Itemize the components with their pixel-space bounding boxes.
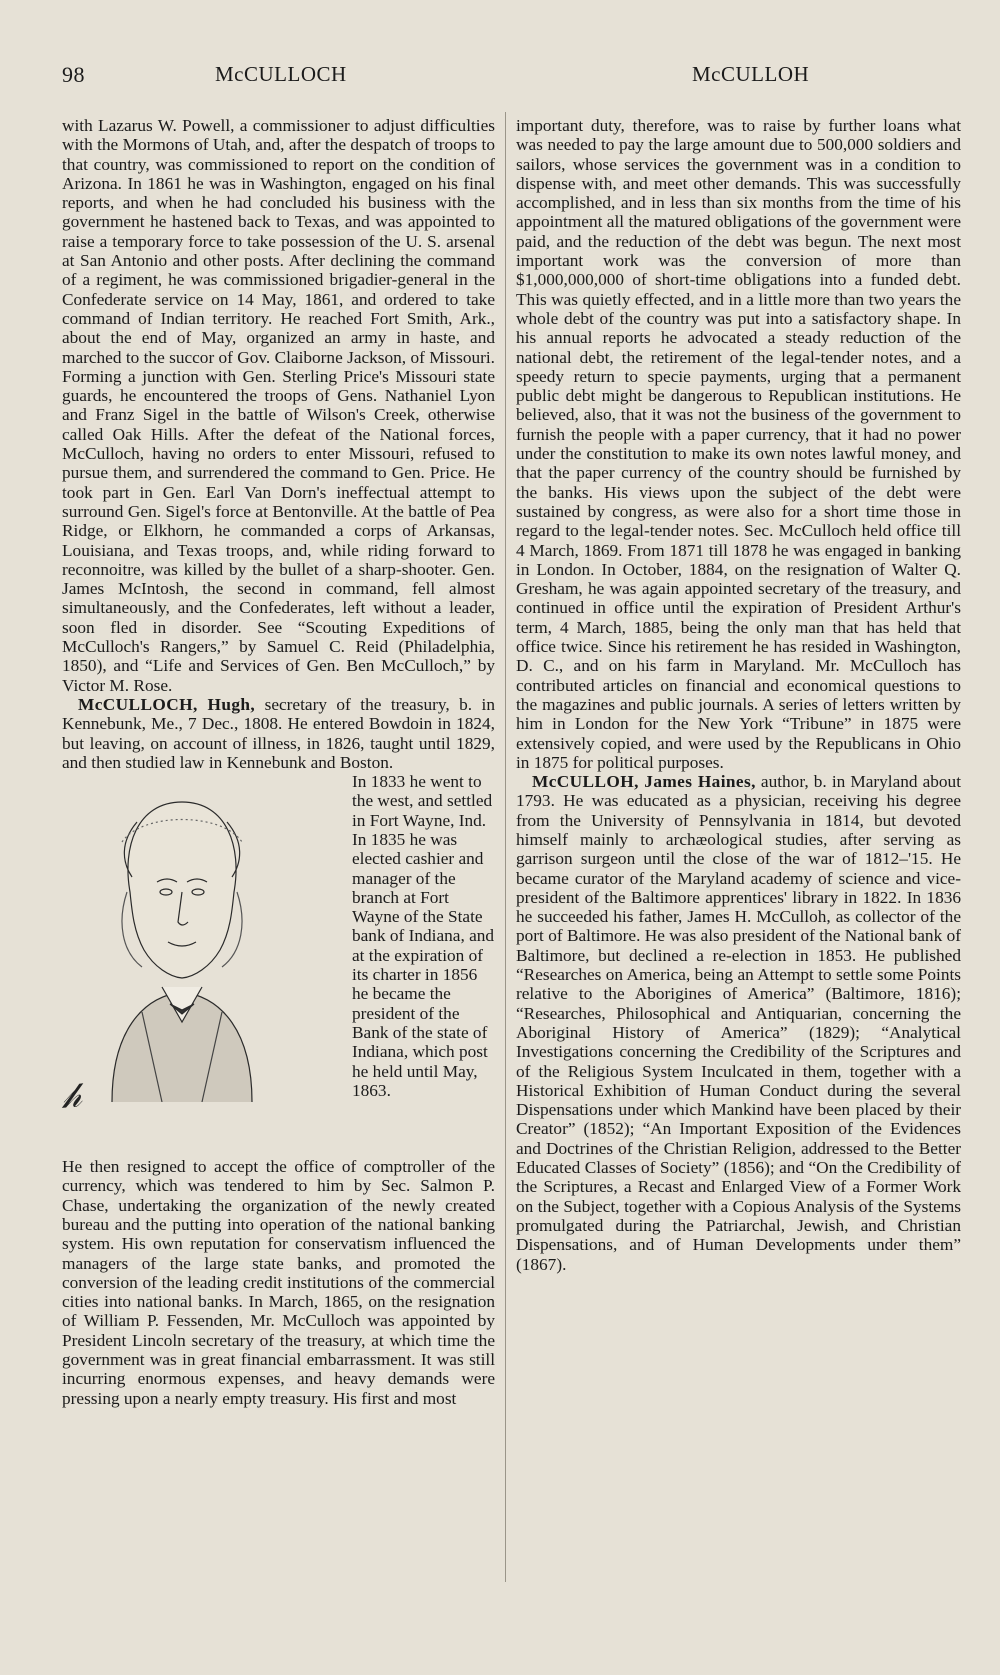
portrait-figure [62, 772, 342, 1157]
entry-text-after-portrait: He then resigned to accept the office of comptroller of the currency, which was tendered to him by Sec. Salmon P. Chase, undertaking the organization of the newly created bureau and the putting into operation of the national banking system. His own reputation for conservatism influenced the managers of the large state banks, and promoted the conversion of the leading credit institutions of the commercial cities into national banks. In March, 1865, on the resignation of William P. Fessenden, Mr. McCulloch was appointed by President Lincoln secretary of the treasury, at which time the government was in great financial embarrassment. It was still incurring enormous expenses, and heavy demands were pressing upon a nearly empty treasury. His first and most [62, 1157, 495, 1408]
entry-continuation-paragraph: with Lazarus W. Powell, a commissioner to adjust difficulties with the Mormons of Utah, and, after the despatch of troops to that country, was commissioned to report on the condition of Arizona. In 1861 he was in Washington, engaged on his final reports, and when he had concluded his business with the government he hastened back to Texas, and was appointed to raise a temporary force to take possession of the U. S. arsenal at San Antonio and other posts. After declining the command of a regiment, he was commissioned brigadier-general in the Confederate service on 14 May, 1861, and ordered to take command of Indian territory. He reached Fort Smith, Ark., about the end of May, organized an army in haste, and marched to the succor of Gov. Claiborne Jackson, of Missouri. Forming a junction with Gen. Sterling Price's Missouri state guards, he encountered the troops of Gens. Nathaniel Lyon and Franz Sigel in the battle of Wilson's Creek, otherwise called Oak Hills. After the defeat of the National forces, McCulloch, having no orders to enter Missouri, refused to pursue them, and surrendered the command to Gen. Price. He took part in Gen. Earl Van Dorn's ineffectual attempt to surround Gen. Sigel's force at Bentonville. At the battle of Pea Ridge, or Elkhorn, he commanded a corps of Arkansas, Louisiana, and Texas troops, and, while riding forward to reconnoitre, was killed by the bullet of a sharp-shooter. Gen. James McIntosh, the second in command, fell almost simultaneously, and the Confederates, left without a leader, soon fled in disorder. See “Scouting Expeditions of McCulloch's Rangers,” by Samuel C. Reid (Philadelphia, 1850), and “Life and Services of Gen. Ben McCulloch,” by Victor M. Rose. [62, 116, 495, 695]
entry-hugh-mcculloch-intro [62, 695, 495, 772]
entry-intro-text: secretary of the treasury, b. in Kennebunk, Me., 7 Dec., 1808. He entered Bowdoin in 1824, but leaving, on account of illness, in 1826, taught until 1829, and then studied law in Kennebunk and Boston. [62, 694, 495, 772]
entry-text-beside-portrait: In 1833 he went to the west, and settled in Fort Wayne, Ind. In 1835 he was elected cashier and manager of the branch at Fort Wayne of the State bank of Indiana, and at the expiration of its charter in 1856 he became the president of the Bank of the state of Indiana, which post he held until May, 1863. [352, 772, 495, 1100]
entry-title-james-haines-mcculloh: McCULLOH, James Haines, [532, 772, 756, 792]
column-divider [505, 112, 506, 1582]
left-running-head: McCULLOCH [215, 62, 347, 86]
entry-title-hugh-mcculloch: McCULLOCH, Hugh, [78, 694, 256, 714]
right-running-head: McCULLOH [692, 62, 810, 86]
entry-continuation-right: important duty, therefore, was to raise by further loans what was needed to pay the large amount due to 500,000 soldiers and sailors, whose services the government was in a condition to dispense with, and meet other demands. This was successfully accomplished, and in less than six months from the time of his appointment all the matured obligations of the government were paid, and the reduction of the debt was begun. The next most important work was the conversion of more than $1,000,000,000 of short-time obligations into a funded debt. This was quietly effected, and in a little more than two years the whole debt of the country was put into a satisfactory shape. In his annual reports he advocated a steady reduction of the national debt, the retirement of the legal-tender notes, and a speedy return to specie payments, urging that a permanent public debt might be dangerous to Republican institutions. He believed, also, that it was not the business of the government to furnish the people with a paper currency, that it had no power under the constitution to make its own notes lawful money, and that the paper currency of the country should be furnished by the banks. His views upon the subject of the debt were sustained by congress, as were also for a short time those in regard to the legal-tender notes. Sec. McCulloch held office till 4 March, 1869. From 1871 till 1878 he was engaged in banking in London. In October, 1884, on the resignation of Walter Q. Gresham, he was again appointed secretary of the treasury, and continued in office until the expiration of President Arthur's term, 4 March, 1885, being the only man that has held that office twice. Since his retirement he has resided in Washington, D. C., and on his farm in Maryland. Mr. McCulloch has contributed articles on financial and economical questions to the magazines and public journals. A series of letters written by him in London for the New York “Tribune” in 1875 were extensively copied, and were used by the Republicans in Ohio in 1875 for political purposes. [516, 116, 961, 772]
left-column [62, 116, 495, 1408]
page-number: 98 [62, 62, 85, 87]
entry-body-text: author, b. in Maryland about 1793. He was educated as a physician, receiving his degree from the University of Pennsylvania in 1814, but devoted himself mainly to archæological studies, after serving as garrison surgeon until the close of the war of 1812–'15. He became curator of the Maryland academy of science and vice-president of the Baltimore apprentices' library in 1822. In 1836 he succeeded his father, James H. McCulloh, as collector of the port of Baltimore. He was also president of the National bank of Baltimore, but declined a re-election in 1853. He published “Researches on America, being an Attempt to settle some Points relative to the Aborigines of America” (Baltimore, 1816); “Researches, Philosophical and Antiquarian, concerning the Aboriginal History of America” (1829); “Analytical Investigations concerning the Credibility of the Scriptures and of the Religious System Inculcated in them, together with a Historical Exhibition of Human Conduct during the several Dispensations under which Mankind have been placed by their Creator” (1852); “An Important Exposition of the Evidences and Doctrines of the Christian Religion, addressed to the Better Educated Classes of Society” (1856); and “On the Credibility of the Scriptures, a Recast and Enlarged View of a Former Work on the Subject, together with a Copious Analysis of the Systems promulgated during the Patriarchal, Jewish, and Christian Dispensations, and of Human Developments under them” (1867). [516, 772, 961, 1274]
portrait-engraving [82, 782, 282, 1102]
right-column [516, 116, 961, 1274]
page-header [0, 62, 1000, 98]
signature: 𝒽 [60, 1075, 83, 1117]
entry-james-haines-mcculloh [516, 772, 961, 1274]
